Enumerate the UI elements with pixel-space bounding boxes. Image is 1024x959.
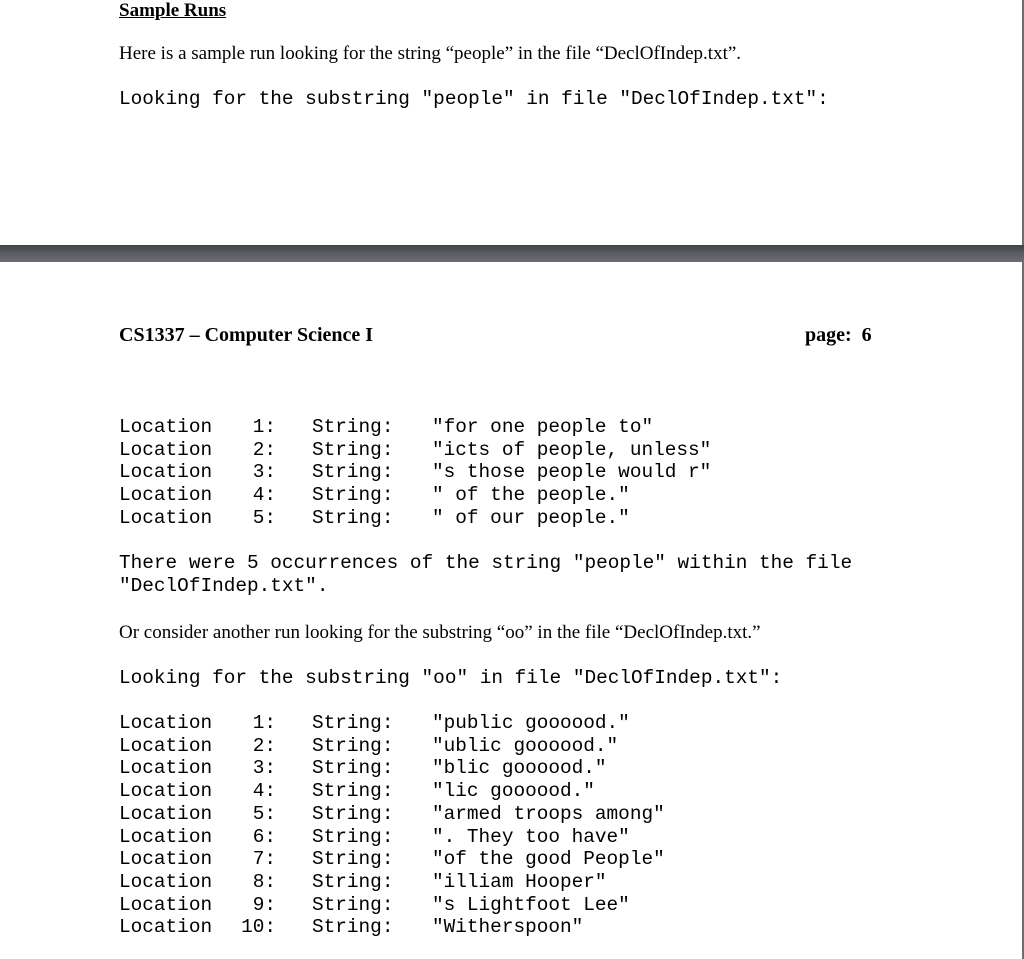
string-label: String: [312, 712, 394, 734]
string-label: String: [312, 416, 394, 438]
string-value: "s those people would r" [432, 461, 712, 484]
console-looking-line-2: Looking for the substring "oo" in file "DeclOfIndep.txt": [119, 667, 783, 689]
location-number: 2: [252, 438, 276, 461]
location-label: Location [119, 802, 213, 825]
string-value: "icts of people, unless" [432, 438, 712, 461]
string-label: String: [312, 848, 394, 871]
location-number: 10: [241, 916, 276, 939]
string-value: "lic goooood." [432, 780, 595, 803]
intro-paragraph: Here is a sample run looking for the string “people” in the file “DeclOfIndep.txt”. [119, 43, 742, 64]
string-label: String: [312, 916, 394, 939]
string-label: String: [312, 780, 394, 803]
location-number: 5: [252, 802, 276, 825]
string-value: "ublic goooood." [432, 734, 619, 757]
string-value: "illiam Hooper" [432, 870, 607, 893]
location-number: 4: [252, 780, 276, 803]
location-number: 3: [252, 461, 276, 484]
location-label: Location [119, 893, 213, 916]
location-number: 5: [252, 506, 276, 529]
page-separator [0, 245, 1024, 262]
output-row [0, 780, 1024, 803]
location-label: Location [119, 848, 213, 871]
string-label: String: [312, 461, 394, 484]
location-label: Location [119, 438, 213, 461]
output-row [0, 894, 1024, 917]
string-value: " of our people." [432, 506, 630, 529]
output-row [0, 735, 1024, 758]
output-row [0, 848, 1024, 871]
string-value: "Witherspoon" [432, 916, 584, 939]
course-header: CS1337 – Computer Science I [119, 324, 374, 346]
string-value: " of the people." [432, 484, 630, 507]
output-row [0, 439, 1024, 462]
location-label: Location [119, 870, 213, 893]
string-label: String: [312, 438, 394, 461]
string-label: String: [312, 802, 394, 825]
string-label: String: [312, 734, 394, 757]
string-value: "blic goooood." [432, 757, 607, 780]
string-label: String: [312, 757, 394, 780]
string-value: "for one people to" [432, 416, 654, 438]
location-label: Location [119, 734, 213, 757]
document-page-top [0, 0, 1024, 245]
string-label: String: [312, 870, 394, 893]
location-number: 4: [252, 484, 276, 507]
location-number: 8: [252, 870, 276, 893]
location-number: 1: [252, 416, 276, 438]
string-label: String: [312, 506, 394, 529]
output-row [0, 916, 1024, 939]
location-number: 1: [252, 712, 276, 734]
location-number: 7: [252, 848, 276, 871]
location-number: 9: [252, 893, 276, 916]
console-looking-line: Looking for the substring "people" in file "DeclOfIndep.txt": [119, 88, 829, 110]
string-label: String: [312, 825, 394, 848]
string-value: ". They too have" [432, 825, 630, 848]
location-number: 3: [252, 757, 276, 780]
string-value: "of the good People" [432, 848, 665, 871]
location-label: Location [119, 757, 213, 780]
output-row [0, 461, 1024, 484]
string-label: String: [312, 484, 394, 507]
output-row [0, 803, 1024, 826]
location-label: Location [119, 780, 213, 803]
location-label: Location [119, 461, 213, 484]
second-run-intro: Or consider another run looking for the substring “oo” in the file “DeclOfIndep.txt.” [119, 622, 761, 643]
output-row [0, 871, 1024, 894]
summary-line: There were 5 occurrences of the string "people" within the file [119, 552, 853, 574]
summary-line-continued: "DeclOfIndep.txt". [119, 575, 329, 597]
location-label: Location [119, 484, 213, 507]
location-number: 2: [252, 734, 276, 757]
string-value: "public goooood." [432, 712, 630, 734]
location-label: Location [119, 712, 213, 734]
output-row [0, 507, 1024, 530]
output-row [0, 484, 1024, 507]
location-label: Location [119, 506, 213, 529]
page-number: page: 6 [805, 324, 872, 346]
location-label: Location [119, 825, 213, 848]
output-row [0, 826, 1024, 849]
location-label: Location [119, 916, 213, 939]
string-value: "s Lightfoot Lee" [432, 893, 630, 916]
output-row [0, 757, 1024, 780]
output-row [0, 712, 1024, 735]
location-label: Location [119, 416, 213, 438]
section-heading: Sample Runs [119, 0, 227, 21]
string-label: String: [312, 893, 394, 916]
output-row [0, 416, 1024, 439]
location-number: 6: [252, 825, 276, 848]
string-value: "armed troops among" [432, 802, 665, 825]
